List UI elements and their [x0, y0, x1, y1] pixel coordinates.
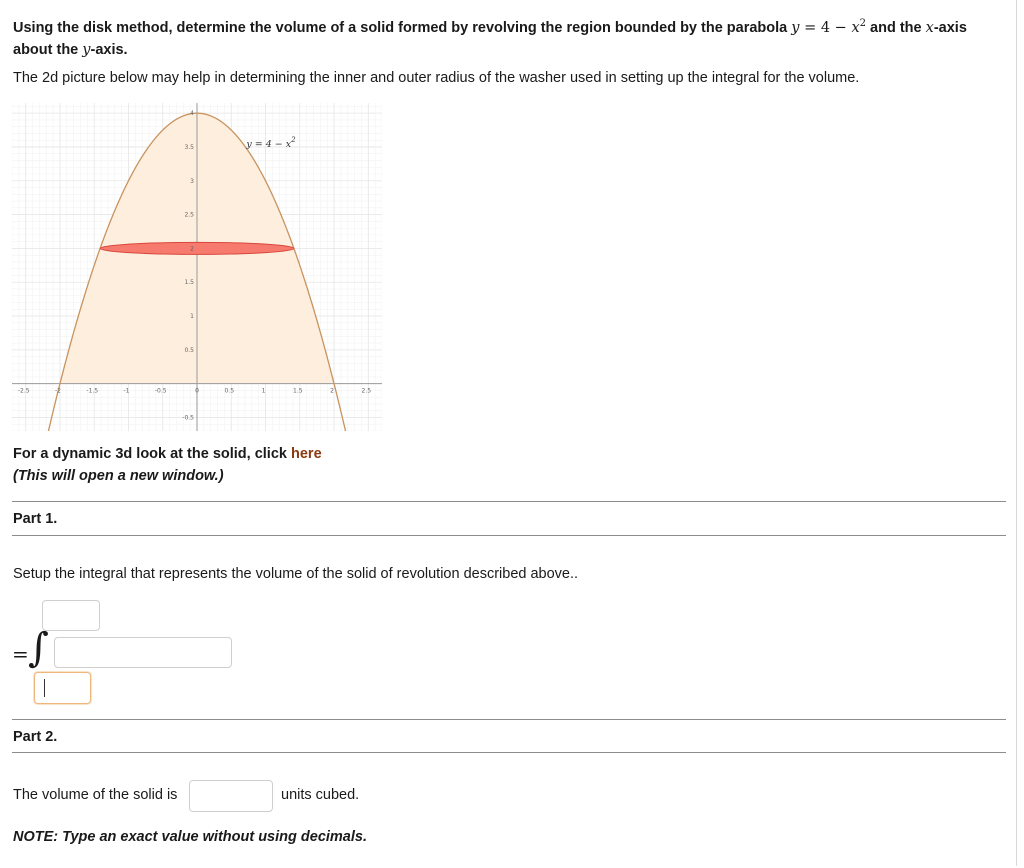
text-caret — [44, 679, 45, 697]
y-tick-label: -0.5 — [182, 414, 194, 422]
x-tick-label: -2.5 — [17, 387, 30, 395]
y-tick-label: 1.5 — [184, 279, 194, 287]
divider — [12, 501, 1006, 502]
axis-y-var: y — [82, 41, 91, 58]
eq-rhs: = 4 − — [799, 19, 852, 36]
y-tick-label: 2 — [190, 245, 194, 253]
lower-limit-input[interactable] — [34, 672, 91, 704]
divider — [12, 535, 1006, 536]
new-window-note: (This will open a new window.) — [13, 468, 224, 484]
eq-pow: 2 — [859, 18, 867, 29]
x-tick-label: 1.5 — [293, 387, 303, 395]
x-tick-label: -1 — [123, 387, 130, 395]
part-1-label: Part 1. — [13, 511, 58, 527]
question-part-2: and the — [866, 19, 926, 36]
integral-sign: ∫ — [28, 625, 49, 671]
hint-text: The 2d picture below may help in determining the inner and outer radius of the washer used in setting up the integral for the volume. — [13, 70, 860, 86]
question-part-3: -axis — [933, 19, 967, 36]
volume-answer-input[interactable] — [189, 780, 273, 812]
washer-disk — [100, 242, 294, 254]
equals-sign: = — [12, 642, 29, 666]
x-tick-label: 0.5 — [224, 387, 235, 395]
question-text — [13, 13, 1003, 61]
axis-x-var: x — [925, 19, 934, 36]
eq-y: y — [791, 19, 800, 36]
x-tick-label: -1.5 — [86, 387, 99, 395]
eq-x: x — [851, 19, 860, 36]
y-tick-label: 1 — [190, 313, 194, 321]
x-tick-label: 2.5 — [361, 387, 372, 395]
curve-label: $y = 4 - x^2$ — [246, 135, 296, 150]
x-tick-label: 2 — [330, 387, 334, 395]
question-part-1: Using the disk method, determine the volume of a solid formed by revolving the region bounded by the parabola — [13, 19, 788, 36]
integrand-input[interactable] — [54, 637, 232, 668]
y-tick-label: 4 — [190, 110, 194, 118]
upper-limit-input[interactable] — [42, 600, 100, 631]
volume-suffix: units cubed. — [281, 787, 360, 803]
y-tick-label: 3 — [190, 177, 194, 185]
here-link[interactable]: here — [291, 446, 322, 462]
parabola-graph — [12, 103, 382, 431]
y-tick-label: 0.5 — [184, 346, 194, 354]
y-tick-label: 3.5 — [184, 143, 194, 151]
part-2-label: Part 2. — [13, 729, 58, 745]
x-tick-label: -0.5 — [154, 387, 167, 395]
link-prefix: For a dynamic 3d look at the solid, click — [13, 446, 291, 462]
question-part-5: -axis. — [90, 41, 128, 58]
setup-instruction: Setup the integral that represents the volume of the solid of revolution described above.. — [13, 566, 579, 582]
divider — [12, 719, 1006, 720]
x-tick-label: -2 — [54, 387, 61, 395]
divider — [12, 752, 1006, 753]
y-tick-label: 2.5 — [184, 211, 194, 219]
question-part-4: about the — [13, 41, 83, 58]
exact-value-note: NOTE: Type an exact value without using decimals. — [13, 829, 367, 845]
volume-prefix: The volume of the solid is — [13, 787, 178, 803]
x-tick-label: 0 — [195, 387, 199, 395]
x-tick-label: 1 — [261, 387, 266, 395]
dynamic-3d-text — [13, 446, 322, 462]
